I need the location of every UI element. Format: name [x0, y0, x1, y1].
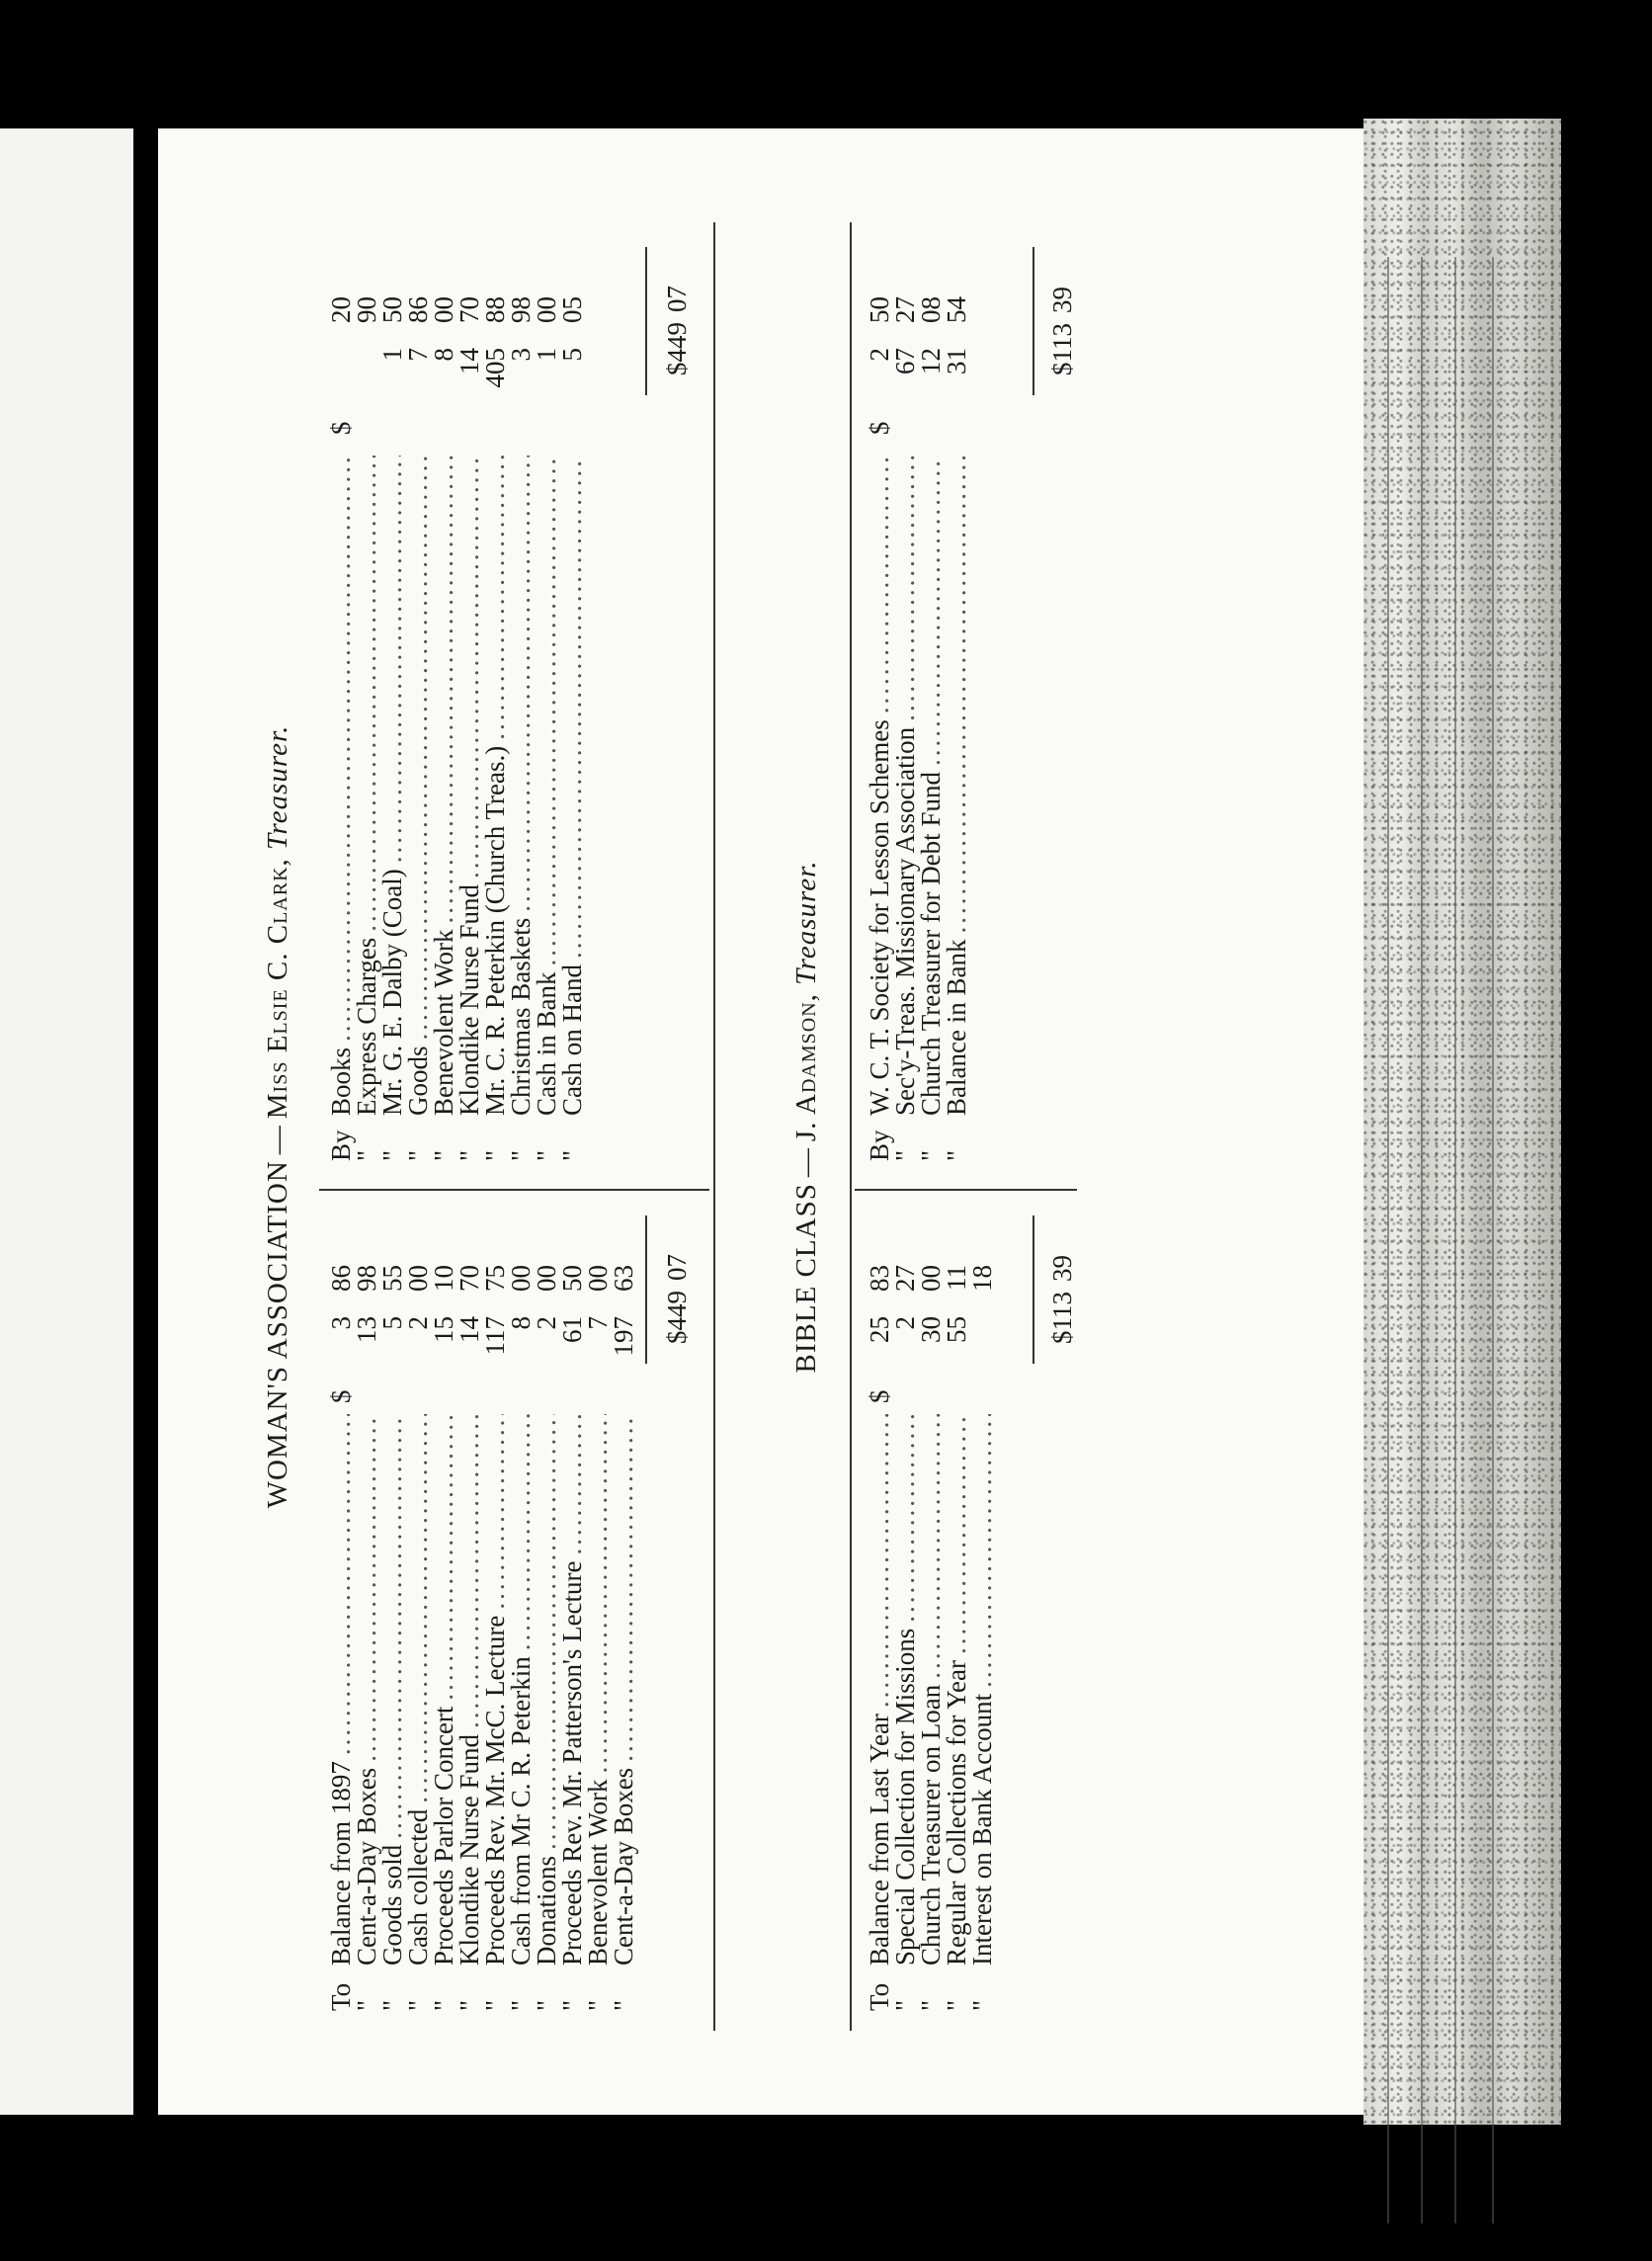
- bible-receipts-total-dollars: $113: [1047, 1292, 1077, 1344]
- amount-cents: 50: [377, 296, 407, 323]
- amount-dollars: 25: [865, 1316, 894, 1343]
- leader-dots: [942, 456, 972, 934]
- row-label: Cent-a-Day Boxes: [609, 1767, 638, 1966]
- row-label: Proceeds Parlor Concert: [429, 1706, 458, 1966]
- leader-dots: [557, 456, 588, 959]
- amount-cents: 10: [429, 1265, 458, 1292]
- row-amount: [609, 1265, 639, 1403]
- row-label: Benevolent Work: [429, 929, 458, 1116]
- row-label: Cash from Mr C. R. Peterkin: [506, 1656, 536, 1966]
- row-label: Express Charges: [352, 937, 381, 1116]
- row-label: Church Treasurer on Loan: [916, 1684, 946, 1966]
- amount-cents: 75: [480, 1265, 510, 1292]
- row-label: Cash collected: [403, 1808, 433, 1966]
- row-prefix: ": [377, 1999, 407, 2011]
- bible-payments-total-dollars: $113: [1047, 323, 1077, 376]
- bible-receipts-total-cents: 39: [1047, 1255, 1077, 1282]
- bible-heading-dash: —: [790, 1147, 822, 1178]
- row-label: Cent-a-Day Boxes: [352, 1767, 381, 1966]
- amount-cents: 11: [942, 1265, 971, 1291]
- row-prefix: ": [609, 1999, 638, 2011]
- amount-dollars: 61: [557, 1316, 587, 1343]
- amount-dollars: 1: [532, 348, 561, 362]
- row-prefix: ": [352, 1999, 381, 2011]
- currency-sign: $: [865, 1389, 894, 1403]
- row-prefix: ": [557, 1149, 587, 1161]
- amount-dollars: 55: [942, 1316, 971, 1343]
- row-prefix: ": [429, 1149, 458, 1161]
- ledger-row: [609, 1408, 640, 2011]
- bible-treasurer-role: Treasurer.: [790, 860, 822, 985]
- currency-sign: $: [326, 1389, 356, 1403]
- row-label: W. C. T. Society for Lesson Schemes: [865, 719, 894, 1116]
- amount-cents: 55: [377, 1265, 407, 1292]
- amount-dollars: 197: [609, 1316, 638, 1357]
- row-label: Mr. C. R. Peterkin (Church Treas.): [480, 745, 510, 1116]
- amount-dollars: 31: [942, 348, 971, 375]
- row-prefix: ": [942, 1999, 971, 2011]
- amount-cents: 54: [942, 296, 971, 323]
- amount-cents: 98: [506, 296, 536, 323]
- amount-dollars: 7: [583, 1316, 613, 1330]
- row-prefix: ": [480, 1149, 510, 1161]
- amount-dollars: 7: [403, 348, 433, 362]
- amount-cents: 50: [865, 296, 894, 323]
- amount-cents: 00: [583, 1265, 613, 1292]
- row-prefix: ": [532, 1999, 561, 2011]
- row-label: Cash on Hand: [557, 964, 587, 1116]
- amount-cents: 18: [967, 1265, 997, 1292]
- amount-dollars: 13: [352, 1316, 381, 1343]
- amount-cents: 27: [890, 296, 920, 323]
- row-label: Books: [326, 1047, 356, 1116]
- row-prefix: By: [865, 1130, 894, 1161]
- row-prefix: ": [377, 1149, 407, 1161]
- row-label: Sec'y-Treas. Missionary Association: [890, 726, 920, 1116]
- row-prefix: ": [916, 1149, 946, 1161]
- row-amount: [942, 296, 972, 435]
- bible-class-heading: [790, 178, 823, 2055]
- row-amount: [557, 296, 588, 435]
- amount-cents: 98: [352, 1265, 381, 1292]
- row-prefix: ": [506, 1999, 536, 2011]
- amount-cents: 70: [454, 296, 484, 323]
- row-prefix: ": [429, 1999, 458, 2011]
- woman-bottom-rule: [713, 222, 715, 2031]
- woman-receipts-total: [662, 1254, 693, 1344]
- row-label: Proceeds Rev. Mr. McC. Lecture: [480, 1615, 510, 1966]
- amount-cents: 83: [865, 1265, 894, 1292]
- amount-cents: 63: [609, 1265, 638, 1292]
- bible-column-divider: [855, 1189, 1077, 1191]
- amount-dollars: 117: [480, 1316, 510, 1356]
- row-prefix: To: [865, 1982, 894, 2011]
- facing-page-edge: [0, 128, 133, 2115]
- amount-dollars: 12: [916, 348, 946, 375]
- amount-cents: 00: [916, 1265, 946, 1292]
- amount-dollars: 2: [532, 1316, 561, 1330]
- row-prefix: ": [967, 1999, 997, 2011]
- row-label: Goods sold: [377, 1844, 407, 1966]
- row-prefix: ": [890, 1999, 920, 2011]
- page-edge-line: [1454, 257, 1456, 2223]
- row-prefix: ": [352, 1149, 381, 1161]
- bible-payments-total-cents: 39: [1047, 287, 1077, 313]
- amount-cents: 90: [352, 296, 381, 323]
- row-prefix: ": [942, 1149, 971, 1161]
- amount-cents: 00: [532, 1265, 561, 1292]
- row-prefix: ": [403, 1149, 433, 1161]
- row-label: Cash in Bank: [532, 971, 561, 1116]
- row-prefix: ": [890, 1149, 920, 1161]
- woman-heading-dash: —: [262, 1125, 293, 1155]
- amount-cents: 86: [326, 1265, 356, 1292]
- bible-payments-total: [1047, 287, 1078, 376]
- woman-treasurer-role: Treasurer.: [262, 724, 293, 850]
- row-prefix: ": [480, 1999, 510, 2011]
- amount-dollars: 8: [506, 1316, 536, 1330]
- woman-receipts-total-cents: 07: [662, 1254, 692, 1281]
- woman-payments-total: [662, 286, 693, 376]
- row-amount: [967, 1265, 998, 1403]
- row-label: Balance from Last Year: [865, 1714, 894, 1966]
- currency-sign: $: [865, 421, 894, 435]
- row-prefix: ": [916, 1999, 946, 2011]
- bible-receipts-total-rule: [1032, 1215, 1034, 1364]
- row-prefix: ": [557, 1999, 587, 2011]
- row-prefix: ": [454, 1149, 484, 1161]
- amount-dollars: 3: [506, 348, 536, 362]
- amount-dollars: 8: [429, 348, 458, 362]
- amount-dollars: 5: [557, 348, 587, 362]
- amount-cents: 86: [403, 296, 433, 323]
- page-edge-line: [1387, 257, 1389, 2223]
- row-label: Church Treasurer for Debt Fund: [916, 772, 946, 1116]
- row-label: Goods: [403, 1046, 433, 1116]
- amount-dollars: 15: [429, 1316, 458, 1343]
- row-label: Klondike Nurse Fund: [454, 884, 484, 1116]
- currency-sign: $: [326, 421, 356, 435]
- row-label: Mr. G. E. Dalby (Coal): [377, 869, 407, 1116]
- amount-dollars: 5: [377, 1316, 407, 1330]
- row-prefix: ": [506, 1149, 536, 1161]
- woman-payments-total-rule: [645, 247, 647, 395]
- amount-dollars: 30: [916, 1316, 946, 1343]
- amount-dollars: 14: [454, 348, 484, 375]
- row-label: Interest on Bank Account: [967, 1693, 997, 1966]
- row-label: Balance from 1897: [326, 1761, 356, 1966]
- page-edges: [1363, 119, 1561, 2125]
- woman-payments-total-cents: 07: [662, 286, 692, 312]
- bible-payments-total-rule: [1032, 247, 1034, 395]
- amount-cents: 88: [480, 296, 510, 323]
- woman-payments-total-dollars: $449: [662, 322, 692, 376]
- row-label: Klondike Nurse Fund: [454, 1734, 484, 1966]
- amount-dollars: 1: [377, 348, 407, 362]
- row-label: Christmas Baskets: [506, 917, 536, 1116]
- amount-cents: 05: [557, 296, 587, 323]
- row-prefix: ": [454, 1999, 484, 2011]
- amount-dollars: 2: [403, 1316, 433, 1330]
- woman-column-divider: [319, 1189, 709, 1191]
- woman-receipts-total-dollars: $449: [662, 1291, 692, 1344]
- row-label: Donations: [532, 1856, 561, 1966]
- row-prefix: ": [403, 1999, 433, 2011]
- amount-cents: 70: [454, 1265, 484, 1292]
- amount-dollars: 3: [326, 1316, 356, 1330]
- row-label: Special Collection for Missions: [890, 1628, 920, 1966]
- bible-heading-text: BIBLE CLASS: [790, 1183, 822, 1374]
- page-edge-line: [1492, 257, 1494, 2223]
- row-label: Benevolent Work: [583, 1779, 613, 1966]
- amount-cents: 27: [890, 1265, 920, 1292]
- amount-cents: 00: [532, 296, 561, 323]
- woman-treasurer-name: Miss Elsie C. Clark,: [262, 858, 293, 1120]
- amount-cents: 00: [403, 1265, 433, 1292]
- amount-cents: 00: [429, 296, 458, 323]
- rotated-ledger: [222, 178, 1289, 2055]
- row-prefix: By: [326, 1130, 356, 1161]
- woman-association-heading: [262, 178, 294, 2055]
- row-label: Balance in Bank: [942, 939, 971, 1116]
- amount-dollars: 14: [454, 1316, 484, 1343]
- amount-dollars: 2: [865, 348, 894, 362]
- amount-cents: 08: [916, 296, 946, 323]
- row-label: Regular Collections for Year: [942, 1660, 971, 1966]
- bible-treasurer-name: J. Adamson,: [790, 993, 822, 1142]
- bible-receipts-total: [1047, 1255, 1078, 1344]
- ledger-row: [967, 1408, 999, 2011]
- amount-cents: 20: [326, 296, 356, 323]
- woman-heading-text: WOMAN'S ASSOCIATION: [262, 1160, 293, 1509]
- row-label: Proceeds Rev. Mr. Patterson's Lecture: [557, 1560, 587, 1966]
- leader-dots: [609, 1414, 639, 1762]
- ledger-row: [942, 450, 973, 1161]
- woman-receipts-total-rule: [645, 1215, 647, 1364]
- ledger-row: [557, 450, 589, 1161]
- amount-dollars: 405: [480, 348, 510, 388]
- row-prefix: ": [583, 1999, 613, 2011]
- amount-cents: 50: [557, 1265, 587, 1292]
- amount-dollars: 2: [890, 1316, 920, 1330]
- bible-top-rule: [850, 222, 852, 2031]
- leader-dots: [967, 1414, 998, 1688]
- row-prefix: ": [532, 1149, 561, 1161]
- row-prefix: To: [326, 1982, 356, 2011]
- page-edge-line: [1421, 257, 1423, 2223]
- amount-cents: 00: [506, 1265, 536, 1292]
- amount-dollars: 67: [890, 348, 920, 375]
